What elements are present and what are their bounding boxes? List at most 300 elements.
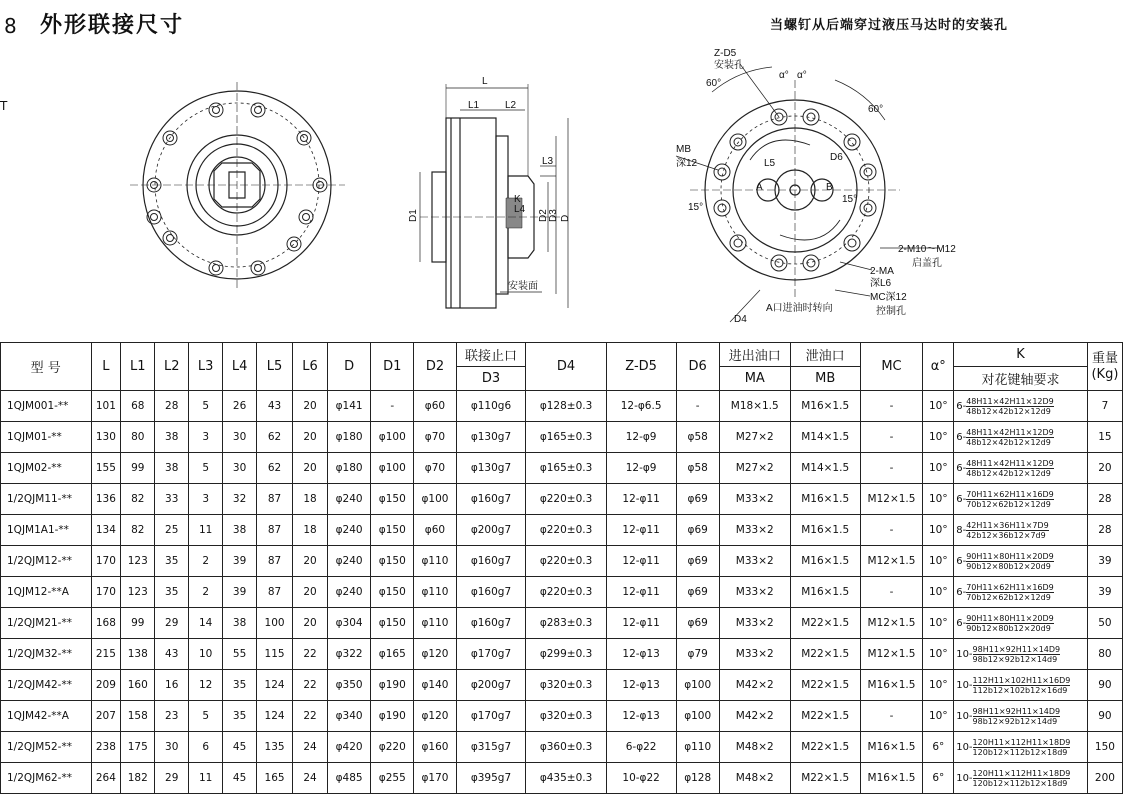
cell-l6: 18 (293, 515, 328, 546)
cell-l: 215 (91, 639, 121, 670)
cell-d4: φ283±0.3 (526, 608, 606, 639)
cell-d4: φ360±0.3 (526, 732, 606, 763)
cell-d2: φ140 (414, 670, 456, 701)
cell-weight: 80 (1087, 639, 1122, 670)
cell-mc: M12×1.5 (860, 639, 923, 670)
col-L1: L1 (121, 343, 155, 391)
table-row (1, 670, 1123, 701)
label-rotation: A口进油时转向 (766, 303, 833, 314)
table-row (1, 391, 1123, 422)
front-view-drawing (130, 82, 345, 290)
cell-l6: 22 (293, 701, 328, 732)
cell-weight: 39 (1087, 577, 1122, 608)
cell-l2: 30 (155, 732, 189, 763)
cell-d3: φ200g7 (456, 670, 526, 701)
cell-zd5: 10-φ22 (606, 763, 676, 794)
cell-l2: 38 (155, 453, 189, 484)
k-prefix: 10- (956, 679, 973, 691)
cell-mc: - (860, 391, 923, 422)
cell-d6: φ79 (676, 639, 719, 670)
k-fraction (973, 738, 1071, 757)
cell-model: 1QJM01-** (1, 422, 92, 453)
cell-l6: 20 (293, 453, 328, 484)
cell-alpha: 10° (923, 391, 954, 422)
k-hole-spec: 98H11×92H11×14D9 (972, 644, 1061, 654)
cell-weight: 50 (1087, 608, 1122, 639)
cell-l: 264 (91, 763, 121, 794)
cell-weight: 39 (1087, 546, 1122, 577)
cell-weight: 20 (1087, 453, 1122, 484)
cell-mc: M12×1.5 (860, 484, 923, 515)
cell-alpha: 10° (923, 639, 954, 670)
cell-d1: φ150 (371, 546, 414, 577)
cell-mb: M22×1.5 (790, 639, 860, 670)
cell-mb: M14×1.5 (790, 422, 860, 453)
cell-alpha: 10° (923, 546, 954, 577)
cell-mb: M22×1.5 (790, 732, 860, 763)
cell-zd5: 12-φ11 (606, 546, 676, 577)
col-MC: MC (860, 343, 923, 391)
label-K: K (514, 194, 521, 205)
cell-d: φ240 (328, 515, 371, 546)
cell-d3: φ110g6 (456, 391, 526, 422)
k-hole-spec: 48H11×42H11×12D9 (966, 458, 1054, 468)
k-prefix: 6- (956, 493, 967, 505)
cell-zd5: 12-φ11 (606, 577, 676, 608)
cell-l4: 45 (223, 732, 257, 763)
cell-l5: 87 (257, 515, 293, 546)
cell-weight: 28 (1087, 515, 1122, 546)
cell-d1: φ150 (371, 484, 414, 515)
cell-alpha: 10° (923, 484, 954, 515)
cell-k-spline (954, 484, 1088, 515)
cell-l5: 62 (257, 453, 293, 484)
k-prefix: 10- (956, 648, 973, 660)
cell-k-spline (954, 577, 1088, 608)
col-alpha: α° (923, 343, 954, 391)
cell-l2: 35 (155, 577, 189, 608)
col-MB: MB (790, 367, 860, 391)
cell-ma: M33×2 (719, 484, 790, 515)
k-hole-spec: 120H11×112H11×18D9 (972, 768, 1071, 778)
col-ZD5: Z-D5 (606, 343, 676, 391)
cell-d6: φ69 (676, 577, 719, 608)
cell-d6: - (676, 391, 719, 422)
cell-d2: φ110 (414, 577, 456, 608)
cell-d6: φ128 (676, 763, 719, 794)
cell-d4: φ320±0.3 (526, 670, 606, 701)
cell-l5: 43 (257, 391, 293, 422)
k-prefix: 6- (956, 555, 967, 567)
cell-k-spline (954, 701, 1088, 732)
cell-d1: φ255 (371, 763, 414, 794)
k-fraction (966, 521, 1049, 540)
cell-d2: φ70 (414, 422, 456, 453)
label-d6: D6 (830, 152, 843, 163)
cell-model: 1/2QJM21-** (1, 608, 92, 639)
cell-l1: 82 (121, 515, 155, 546)
cell-l4: 30 (223, 422, 257, 453)
cell-d2: φ120 (414, 701, 456, 732)
cell-l1: 158 (121, 701, 155, 732)
k-hole-spec: 48H11×42H11×12D9 (966, 396, 1054, 406)
cell-d2: φ70 (414, 453, 456, 484)
cell-mc: - (860, 701, 923, 732)
cell-l4: 35 (223, 670, 257, 701)
cell-l1: 82 (121, 484, 155, 515)
label-D2: D2 (538, 209, 549, 222)
cell-zd5: 12-φ11 (606, 515, 676, 546)
cell-l2: 29 (155, 608, 189, 639)
k-prefix: 10- (956, 710, 973, 722)
cell-ma: M33×2 (719, 515, 790, 546)
k-hole-spec: 112H11×102H11×16D9 (972, 675, 1071, 685)
table-row (1, 453, 1123, 484)
cell-d4: φ320±0.3 (526, 701, 606, 732)
cell-l: 130 (91, 422, 121, 453)
col-model: 型 号 (1, 343, 92, 391)
cell-d3: φ160g7 (456, 608, 526, 639)
cell-d4: φ220±0.3 (526, 577, 606, 608)
cell-d6: φ69 (676, 515, 719, 546)
technical-drawings (0, 0, 1126, 340)
cell-d3: φ160g7 (456, 546, 526, 577)
cell-l4: 35 (223, 701, 257, 732)
cell-l2: 25 (155, 515, 189, 546)
k-shaft-spec: 42b12×36b12×7d9 (966, 530, 1046, 540)
k-prefix: 6- (956, 431, 967, 443)
cell-mc: M16×1.5 (860, 732, 923, 763)
col-L4: L4 (223, 343, 257, 391)
cell-d1: φ100 (371, 453, 414, 484)
cell-l: 101 (91, 391, 121, 422)
k-prefix: 6- (956, 586, 967, 598)
cell-weight: 150 (1087, 732, 1122, 763)
page-title: 外形联接尺寸 (40, 13, 185, 38)
cell-d3: φ395g7 (456, 763, 526, 794)
cell-k-spline (954, 546, 1088, 577)
label-alpha-2: α° (797, 70, 807, 81)
cell-zd5: 12-φ6.5 (606, 391, 676, 422)
cell-mb: M22×1.5 (790, 763, 860, 794)
cell-ma: M42×2 (719, 670, 790, 701)
side-view-drawing (420, 84, 568, 308)
cell-l1: 138 (121, 639, 155, 670)
cell-d: φ141 (328, 391, 371, 422)
label-mc-sub: 控制孔 (876, 306, 906, 317)
cell-l3: 3 (189, 484, 223, 515)
cell-d2: φ160 (414, 732, 456, 763)
col-D3: D3 (456, 367, 526, 391)
label-D: D (560, 214, 571, 222)
cell-alpha: 6° (923, 732, 954, 763)
table-row (1, 484, 1123, 515)
cell-d: φ485 (328, 763, 371, 794)
k-fraction (973, 676, 1071, 695)
cell-k-spline (954, 670, 1088, 701)
label-D1: D1 (408, 209, 419, 222)
cell-l5: 87 (257, 577, 293, 608)
cell-l5: 135 (257, 732, 293, 763)
label-alpha-1: α° (779, 70, 789, 81)
cell-ma: M27×2 (719, 422, 790, 453)
cell-ma: M48×2 (719, 732, 790, 763)
cell-l4: 55 (223, 639, 257, 670)
k-fraction (973, 707, 1061, 726)
cell-l4: 45 (223, 763, 257, 794)
cell-l1: 123 (121, 546, 155, 577)
col-K-sub: 对花键轴要求 (954, 367, 1088, 391)
cell-l6: 18 (293, 484, 328, 515)
cell-mb: M22×1.5 (790, 701, 860, 732)
cell-ma: M33×2 (719, 608, 790, 639)
k-hole-spec: 98H11×92H11×14D9 (972, 706, 1061, 716)
k-fraction (973, 769, 1071, 788)
cell-k-spline (954, 608, 1088, 639)
cell-mc: - (860, 453, 923, 484)
cell-l2: 35 (155, 546, 189, 577)
cell-l1: 123 (121, 577, 155, 608)
col-D4: D4 (526, 343, 606, 391)
cell-mb: M22×1.5 (790, 670, 860, 701)
cell-l5: 62 (257, 422, 293, 453)
col-L5: L5 (257, 343, 293, 391)
label-15-right: 15° (842, 194, 858, 205)
cell-mc: M12×1.5 (860, 546, 923, 577)
cell-weight: 28 (1087, 484, 1122, 515)
label-mb-sub: 深12 (676, 158, 698, 169)
cell-l3: 5 (189, 701, 223, 732)
k-prefix: 10- (956, 772, 973, 784)
cell-d4: φ299±0.3 (526, 639, 606, 670)
cell-d: φ180 (328, 422, 371, 453)
table-row (1, 732, 1123, 763)
cell-l1: 182 (121, 763, 155, 794)
cell-d3: φ130g7 (456, 453, 526, 484)
cell-l6: 22 (293, 670, 328, 701)
cell-d: φ240 (328, 484, 371, 515)
cell-alpha: 10° (923, 422, 954, 453)
k-fraction (966, 583, 1054, 602)
k-shaft-spec: 90b12×80b12×20d9 (966, 623, 1051, 633)
cell-model: 1/2QJM52-** (1, 732, 92, 763)
cell-mb: M16×1.5 (790, 515, 860, 546)
cell-d: φ322 (328, 639, 371, 670)
cell-alpha: 6° (923, 763, 954, 794)
cell-d3: φ160g7 (456, 577, 526, 608)
edge-mark: T (0, 99, 8, 113)
cell-l6: 20 (293, 546, 328, 577)
cell-d4: φ165±0.3 (526, 453, 606, 484)
label-port-b: B (826, 182, 833, 193)
cell-l1: 80 (121, 422, 155, 453)
cell-l6: 24 (293, 763, 328, 794)
k-fraction (966, 397, 1054, 416)
col-weight: 重量 (Kg) (1087, 343, 1122, 391)
cell-l1: 160 (121, 670, 155, 701)
cell-l3: 11 (189, 515, 223, 546)
cell-weight: 90 (1087, 701, 1122, 732)
cell-model: 1/2QJM62-** (1, 763, 92, 794)
cell-zd5: 12-φ9 (606, 422, 676, 453)
cell-l2: 16 (155, 670, 189, 701)
cell-l3: 10 (189, 639, 223, 670)
col-K: K (954, 343, 1088, 367)
k-fraction (966, 428, 1054, 447)
label-ma: 2-MA (870, 266, 894, 277)
cell-d3: φ200g7 (456, 515, 526, 546)
cell-alpha: 10° (923, 670, 954, 701)
cell-mb: M22×1.5 (790, 608, 860, 639)
cell-l6: 20 (293, 422, 328, 453)
cell-l6: 20 (293, 577, 328, 608)
cell-zd5: 12-φ13 (606, 639, 676, 670)
cell-model: 1/2QJM12-** (1, 546, 92, 577)
cell-l: 209 (91, 670, 121, 701)
k-prefix: 8- (956, 524, 967, 536)
cell-d3: φ160g7 (456, 484, 526, 515)
cell-d6: φ100 (676, 670, 719, 701)
cell-d6: φ69 (676, 608, 719, 639)
cell-d6: φ69 (676, 484, 719, 515)
cell-d4: φ435±0.3 (526, 763, 606, 794)
cell-l: 155 (91, 453, 121, 484)
k-fraction (966, 552, 1054, 571)
cell-zd5: 12-φ11 (606, 608, 676, 639)
table-row (1, 608, 1123, 639)
k-fraction (966, 459, 1054, 478)
cell-d: φ180 (328, 453, 371, 484)
label-L1: L1 (468, 100, 480, 111)
cell-l2: 23 (155, 701, 189, 732)
cell-l6: 22 (293, 639, 328, 670)
cell-l4: 38 (223, 608, 257, 639)
k-shaft-spec: 48b12×42b12×12d9 (966, 468, 1051, 478)
dimensions-table (0, 342, 1123, 794)
cell-l3: 14 (189, 608, 223, 639)
cell-d2: φ170 (414, 763, 456, 794)
cell-mc: M16×1.5 (860, 763, 923, 794)
label-mc: MC深12 (870, 292, 907, 303)
k-hole-spec: 48H11×42H11×12D9 (966, 427, 1054, 437)
cell-mb: M16×1.5 (790, 391, 860, 422)
col-D1: D1 (371, 343, 414, 391)
label-l5: L5 (764, 158, 776, 169)
cell-d4: φ128±0.3 (526, 391, 606, 422)
cell-l: 238 (91, 732, 121, 763)
cell-d2: φ60 (414, 391, 456, 422)
cell-l3: 12 (189, 670, 223, 701)
label-L4: L4 (514, 204, 526, 215)
table-row (1, 546, 1123, 577)
cell-mc: M16×1.5 (860, 670, 923, 701)
k-shaft-spec: 90b12×80b12×20d9 (966, 561, 1051, 571)
cell-d6: φ58 (676, 453, 719, 484)
cell-d1: φ150 (371, 608, 414, 639)
cell-l3: 11 (189, 763, 223, 794)
label-mount-face: 安装面 (508, 281, 538, 292)
cell-ma: M48×2 (719, 763, 790, 794)
col-D: D (328, 343, 371, 391)
k-hole-spec: 90H11×80H11×20D9 (966, 551, 1054, 561)
cell-l3: 2 (189, 546, 223, 577)
k-fraction (966, 490, 1054, 509)
cell-ma: M27×2 (719, 453, 790, 484)
cell-d3: φ170g7 (456, 701, 526, 732)
cell-l3: 3 (189, 422, 223, 453)
cell-d2: φ110 (414, 608, 456, 639)
cell-l3: 5 (189, 391, 223, 422)
cell-l1: 99 (121, 453, 155, 484)
cell-l4: 39 (223, 577, 257, 608)
k-fraction (966, 614, 1054, 633)
k-fraction (973, 645, 1061, 664)
cell-ma: M33×2 (719, 546, 790, 577)
cell-l5: 115 (257, 639, 293, 670)
cell-k-spline (954, 422, 1088, 453)
cell-l: 170 (91, 577, 121, 608)
k-hole-spec: 70H11×62H11×16D9 (966, 582, 1054, 592)
cell-l4: 30 (223, 453, 257, 484)
cell-zd5: 12-φ9 (606, 453, 676, 484)
cell-d3: φ170g7 (456, 639, 526, 670)
cell-d1: φ150 (371, 515, 414, 546)
cell-d1: - (371, 391, 414, 422)
col-D6: D6 (676, 343, 719, 391)
col-L2: L2 (155, 343, 189, 391)
cell-mc: - (860, 515, 923, 546)
label-L: L (482, 76, 488, 87)
cell-l1: 99 (121, 608, 155, 639)
cell-d1: φ100 (371, 422, 414, 453)
cell-mb: M16×1.5 (790, 484, 860, 515)
cell-l1: 68 (121, 391, 155, 422)
k-hole-spec: 70H11×62H11×16D9 (966, 489, 1054, 499)
table-row (1, 422, 1123, 453)
cell-d2: φ120 (414, 639, 456, 670)
cell-l: 134 (91, 515, 121, 546)
k-shaft-spec: 70b12×62b12×12d9 (966, 499, 1051, 509)
col-MB-top: 泄油口 (790, 343, 860, 367)
cell-l4: 39 (223, 546, 257, 577)
cell-d: φ420 (328, 732, 371, 763)
cell-k-spline (954, 763, 1088, 794)
cell-l3: 2 (189, 577, 223, 608)
table-row (1, 639, 1123, 670)
cell-model: 1/2QJM32-** (1, 639, 92, 670)
k-shaft-spec: 48b12×42b12×12d9 (966, 406, 1051, 416)
col-L6: L6 (293, 343, 328, 391)
cell-ma: M33×2 (719, 577, 790, 608)
cell-mc: - (860, 577, 923, 608)
label-port-a: A (756, 182, 763, 193)
cell-d2: φ100 (414, 484, 456, 515)
cell-l4: 26 (223, 391, 257, 422)
label-60-right: 60° (868, 104, 884, 115)
cell-model: 1QJM12-**A (1, 577, 92, 608)
cell-d4: φ220±0.3 (526, 484, 606, 515)
label-zd5-sub: 安装孔 (714, 60, 744, 71)
cell-l5: 87 (257, 546, 293, 577)
label-L3: L3 (542, 156, 554, 167)
cell-d: φ240 (328, 577, 371, 608)
cell-l3: 6 (189, 732, 223, 763)
cell-zd5: 12-φ13 (606, 670, 676, 701)
k-hole-spec: 42H11×36H11×7D9 (966, 520, 1049, 530)
rear-view-drawing (676, 64, 940, 322)
k-prefix: 6- (956, 400, 967, 412)
label-m10-sub: 启盖孔 (912, 258, 942, 269)
